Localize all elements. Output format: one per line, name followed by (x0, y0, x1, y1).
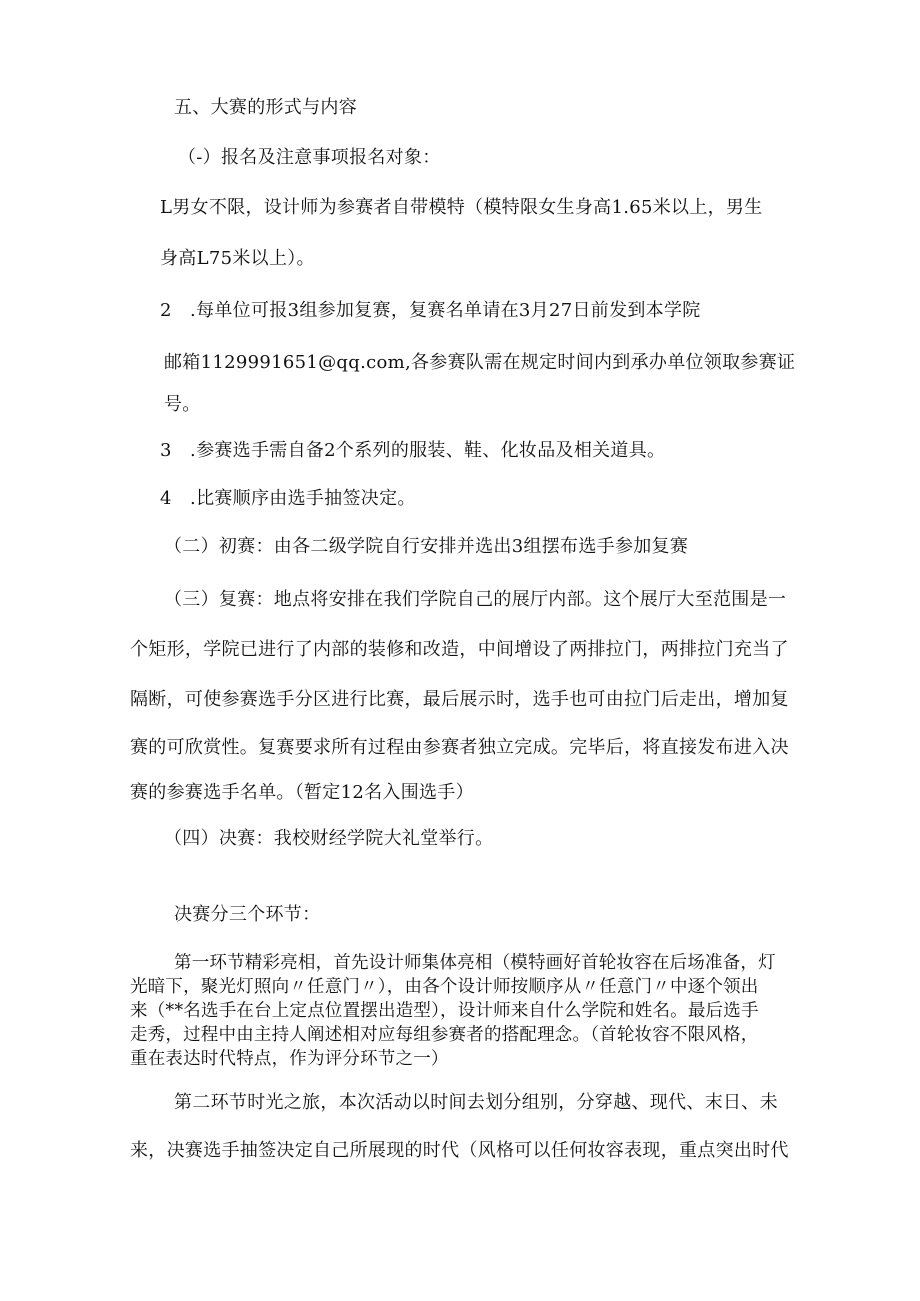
paragraph-line: 3 .参赛选手需自备2个系列的服装、鞋、化妆品及相关道具。 (160, 440, 666, 461)
paragraph-line: 个矩形，学院已进行了内部的装修和改造，中间增设了两排拉门，两排拉门充当了 (130, 639, 789, 660)
paragraph-line: 走秀，过程中由主持人阐述相对应每组参赛者的搭配理念。（首轮妆容不限风格， (130, 1025, 759, 1045)
subsection-final: （四）决赛：我校财经学院大礼堂举行。 (164, 828, 494, 849)
paragraph-line: 第二环节时光之旅，本次活动以时间去划分组别，分穿越、现代、末日、未 (174, 1092, 778, 1113)
paragraph-line: 重在表达时代特点，作为评分环节之一） (130, 1049, 449, 1069)
subsection-heading-registration: （-）报名及注意事项报名对象： (178, 147, 441, 168)
paragraph-line: 第一环节精彩亮相，首先设计师集体亮相（模特画好首轮妆容在后场准备，灯 (174, 953, 776, 973)
paragraph-line: 赛的参赛选手名单。（暂定12名入围选手） (130, 782, 474, 803)
paragraph-line: 赛的可欣赏性。复赛要求所有过程由参赛者独立完成。完毕后，将直接发布进入决 (130, 737, 789, 758)
paragraph-line: 2 .每单位可报3组参加复赛，复赛名单请在3月27日前发到本学院 (160, 300, 701, 321)
paragraph-line: 光暗下，聚光灯照向〃任意门〃），由各个设计师按顺序从〃任意门〃中逐个领出 (130, 977, 759, 997)
paragraph-line: 号。 (164, 394, 201, 415)
paragraph-line: （三）复赛：地点将安排在我们学院自己的展厅内部。这个展厅大至范围是一 (164, 589, 787, 610)
paragraph-line: 4 .比赛顺序由选手抽签决定。 (160, 488, 416, 509)
paragraph-line: 邮箱1129991651@qq.com,各参赛队需在规定时间内到承办单位领取参赛证 (164, 352, 796, 373)
section-heading: 五、大赛的形式与内容 (174, 97, 357, 118)
paragraph-line: 来（**名选手在台上定点位置摆出造型），设计师来自什么学院和姓名。最后选手 (130, 1001, 759, 1021)
subsection-preliminary: （二）初赛：由各二级学院自行安排并选出3组摆布选手参加复赛 (164, 536, 689, 557)
paragraph-line: 来，决赛选手抽签决定自己所展现的时代（风格可以任何妆容表现，重点突出时代 (130, 1140, 789, 1161)
paragraph-line: 隔断，可使参赛选手分区进行比赛，最后展示时，选手也可由拉门后走出，增加复 (130, 689, 789, 710)
paragraph-line: 身高L75米以上）。 (160, 248, 315, 269)
paragraph-line: 决赛分三个环节： (174, 904, 321, 925)
paragraph-line: L男女不限，设计师为参赛者自带模特（模特限女生身高1.65米以上，男生 (160, 197, 763, 218)
